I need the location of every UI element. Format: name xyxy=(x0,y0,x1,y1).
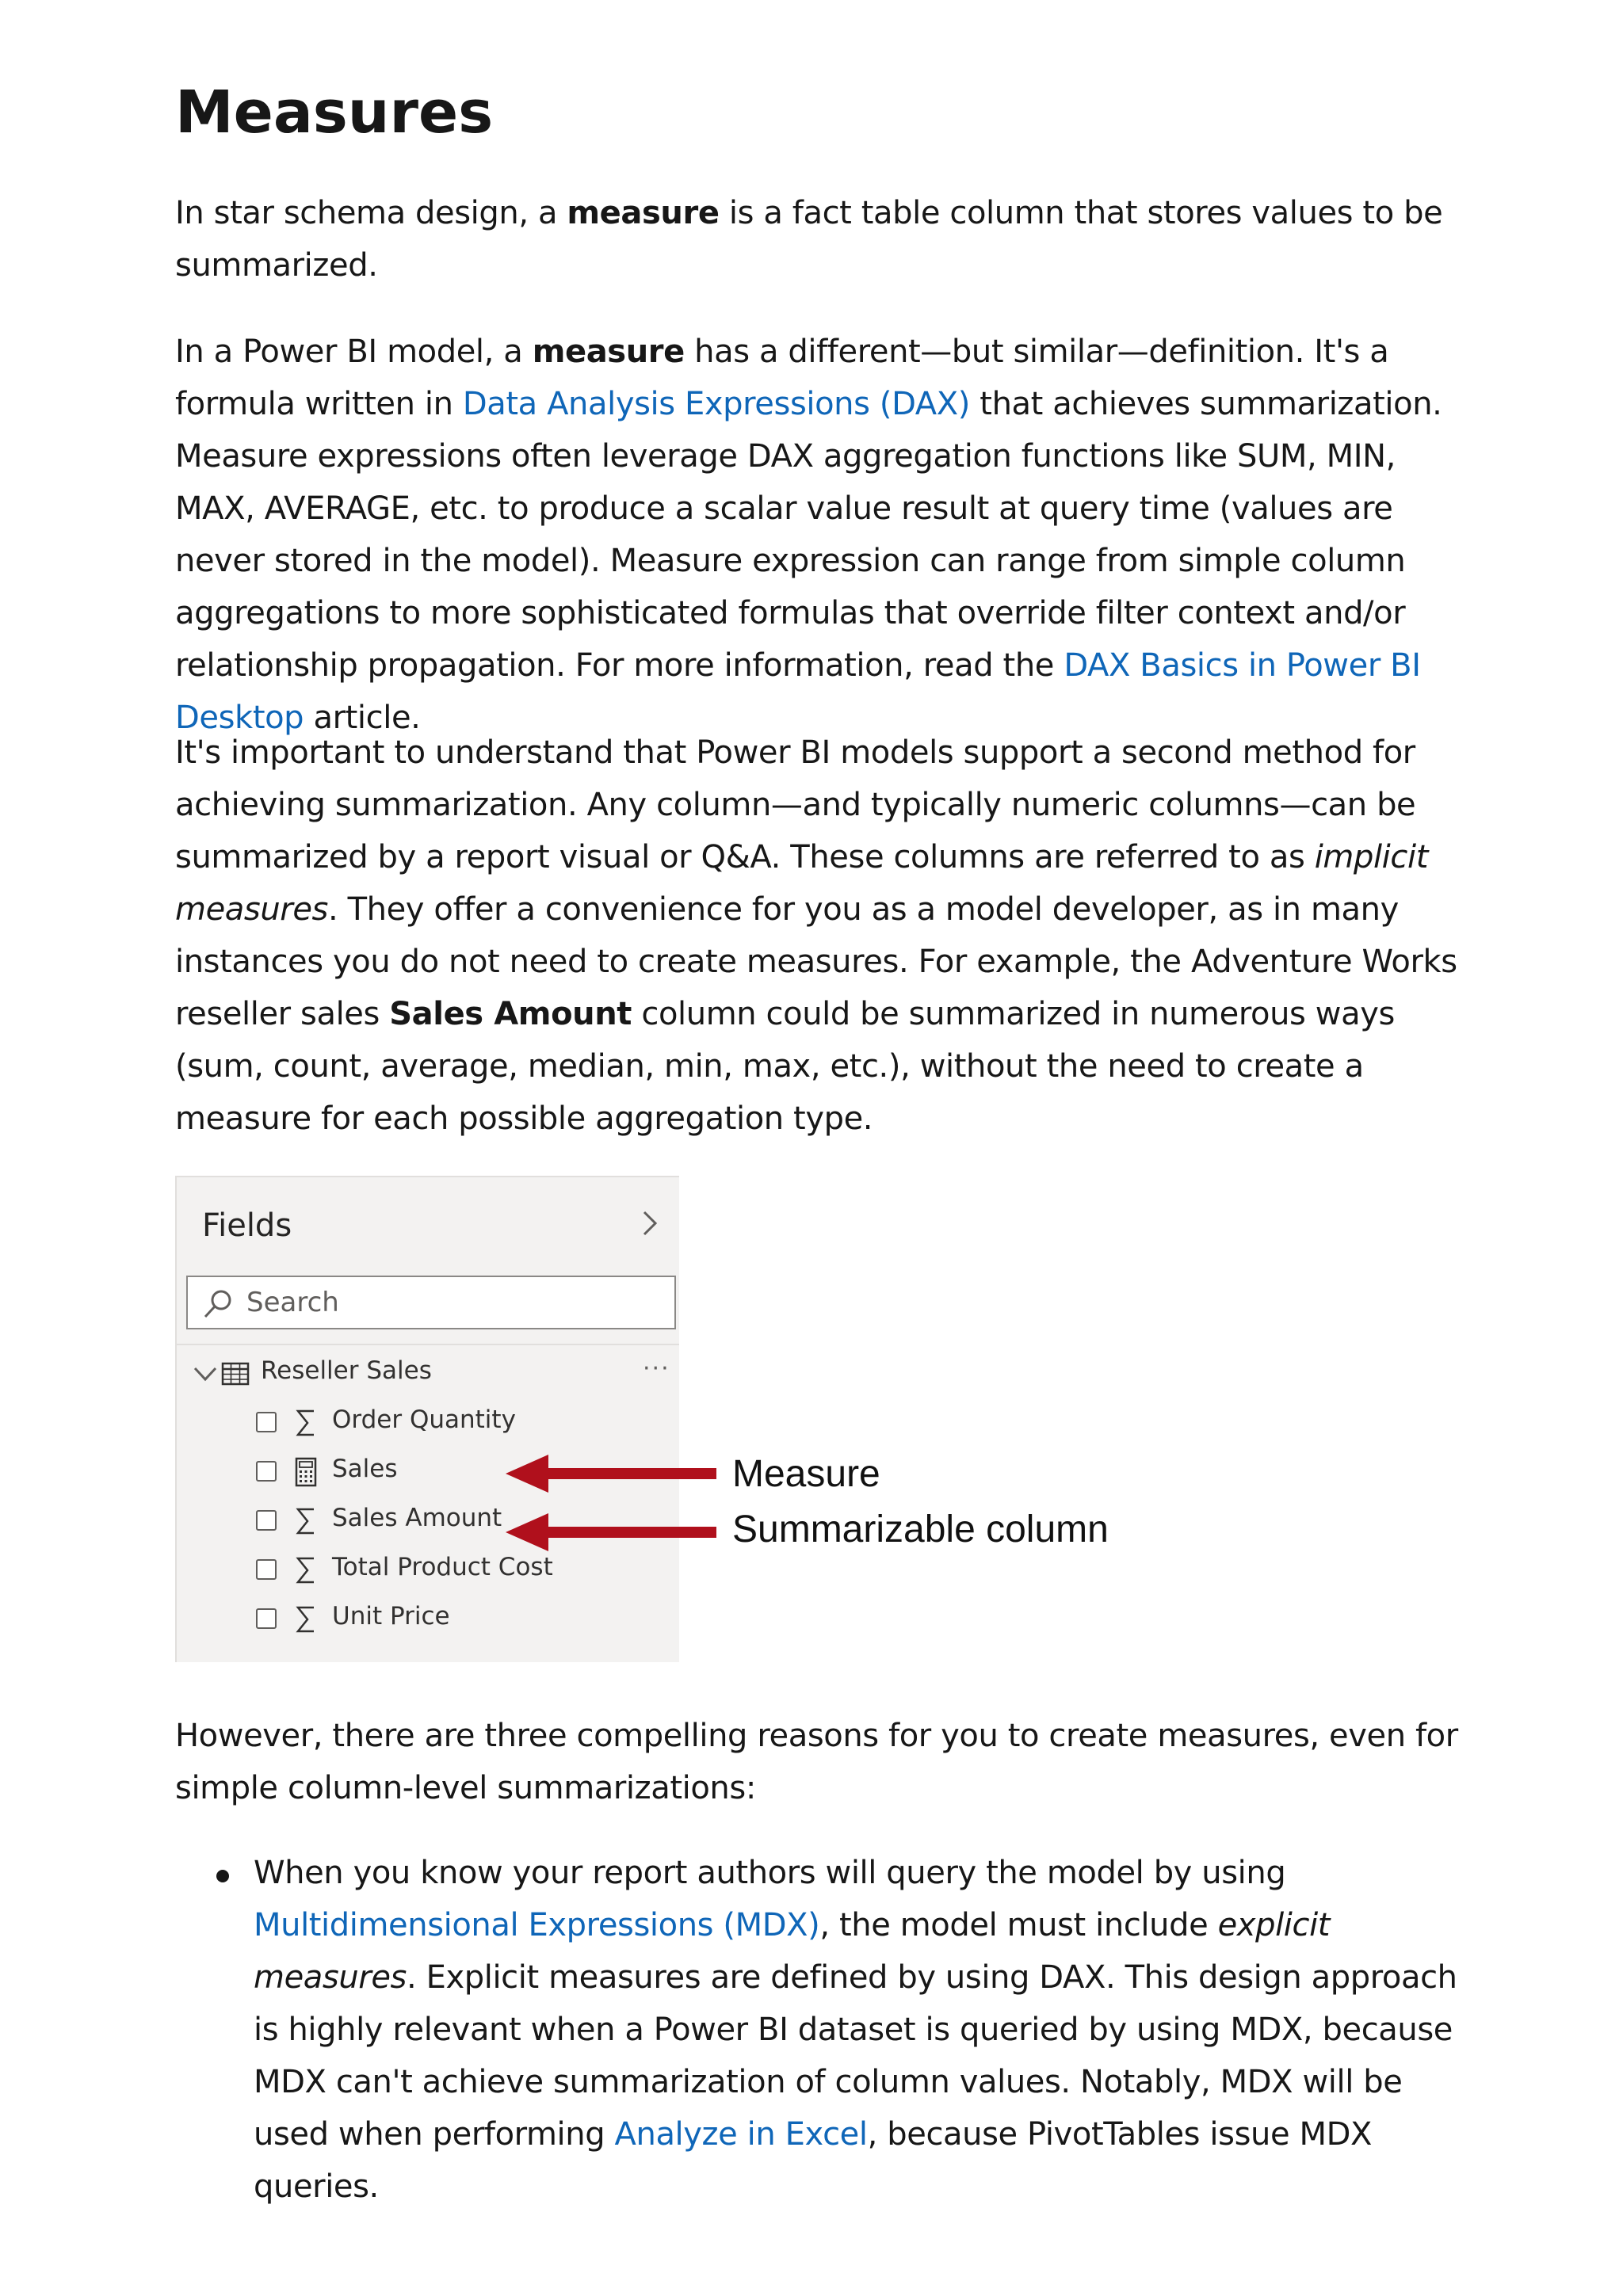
fields-pane-title: Fields xyxy=(202,1207,292,1244)
table-icon xyxy=(221,1361,250,1386)
sigma-icon xyxy=(294,1604,318,1635)
text-segment: However, there are three compelling reasons for you to create measures, even for simple column-level summarizations: xyxy=(175,1718,1458,1806)
text-segment: , the model must include xyxy=(819,1907,1218,1943)
dax-link[interactable]: Data Analysis Expressions (DAX) xyxy=(462,386,970,422)
table-row-reseller-sales[interactable] xyxy=(177,1355,679,1394)
fields-pane-screenshot xyxy=(175,1176,679,1662)
text-segment: , because PivotTables issue MDX queries. xyxy=(254,2116,1373,2205)
divider xyxy=(177,1344,679,1345)
sigma-icon xyxy=(294,1407,318,1439)
field-checkbox[interactable] xyxy=(256,1608,277,1629)
text-segment: has a different—but similar—definition. It's a formula written in xyxy=(175,334,1389,422)
paragraph-power-bi-measure xyxy=(175,326,1467,744)
paragraph-three-reasons xyxy=(175,1710,1467,1814)
text-segment: article. xyxy=(304,700,421,736)
field-row-sales[interactable] xyxy=(177,1453,679,1493)
sigma-icon xyxy=(294,1554,318,1586)
field-name: Total Product Cost xyxy=(332,1553,553,1581)
field-checkbox[interactable] xyxy=(256,1559,277,1580)
field-row-unit-price[interactable] xyxy=(177,1600,679,1640)
dax-basics-link[interactable]: DAX Basics in Power BI Desktop xyxy=(175,647,1421,736)
field-row-sales-amount[interactable] xyxy=(177,1502,679,1542)
annotation-label-measure: Measure xyxy=(732,1453,880,1495)
bold-term: Sales Amount xyxy=(389,996,632,1032)
bold-term: measure xyxy=(532,334,685,370)
analyze-in-excel-link[interactable]: Analyze in Excel xyxy=(614,2116,868,2153)
search-input[interactable] xyxy=(186,1276,676,1329)
field-name: Unit Price xyxy=(332,1602,450,1630)
field-row-total-product-cost[interactable] xyxy=(177,1551,679,1591)
field-checkbox[interactable] xyxy=(256,1461,277,1482)
chevron-down-icon[interactable] xyxy=(193,1364,218,1383)
list-item xyxy=(254,1847,1474,2213)
table-name: Reseller Sales xyxy=(261,1356,432,1385)
field-name: Sales Amount xyxy=(332,1504,502,1532)
field-checkbox[interactable] xyxy=(256,1510,277,1531)
text-segment: that achieves summarization. Measure expressions often leverage DAX aggregation functions like SUM, MIN, MAX, AVERAGE, etc. to produce a scalar value result at query time (values are never stored in the model). Measure expression can range from simple column aggregations to more sophisticated formulas that override filter context and/or relationship propagation. For more information, read the xyxy=(175,386,1442,684)
bullet-marker xyxy=(216,1870,229,1882)
field-name: Sales xyxy=(332,1455,398,1483)
text-segment: In star schema design, a xyxy=(175,195,567,231)
field-name: Order Quantity xyxy=(332,1405,516,1434)
sigma-icon xyxy=(294,1505,318,1537)
italic-term: implicit measures xyxy=(175,839,1428,928)
field-checkbox[interactable] xyxy=(256,1412,277,1432)
text-segment: is a fact table column that stores values to be summarized. xyxy=(175,195,1443,284)
chevron-right-icon[interactable] xyxy=(638,1206,662,1241)
more-options-icon[interactable]: ··· xyxy=(643,1355,670,1383)
text-segment: column could be summarized in numerous ways (sum, count, average, median, min, max, etc.), without the need to create a measure for each possible aggregation type. xyxy=(175,996,1395,1137)
bold-term: measure xyxy=(567,195,720,231)
mdx-link[interactable]: Multidimensional Expressions (MDX) xyxy=(254,1907,820,1943)
search-icon xyxy=(202,1288,234,1320)
text-segment: . They offer a convenience for you as a model developer, as in many instances you do not need to create measures. For example, the Adventure Works reseller sales xyxy=(175,891,1457,1032)
calculator-icon xyxy=(294,1456,318,1488)
italic-term: explicit measures xyxy=(254,1907,1331,1996)
page-title: Measures xyxy=(175,78,494,147)
text-segment: In a Power BI model, a xyxy=(175,334,533,370)
text-segment: . Explicit measures are defined by using DAX. This design approach is highly relevant when a Power BI dataset is queried by using MDX, because MDX can't achieve summarization of column values. Notably, MDX will be used when performing xyxy=(254,1959,1457,2153)
field-row-order-quantity[interactable] xyxy=(177,1404,679,1444)
paragraph-implicit-measures xyxy=(175,727,1467,1145)
search-placeholder: Search xyxy=(246,1287,339,1318)
annotation-label-summarizable: Summarizable column xyxy=(732,1508,1109,1550)
text-segment: It's important to understand that Power BI models support a second method for achieving summarization. Any column—and typically numeric columns—can be summarized by a report visual or Q&A. These columns are referred to as xyxy=(175,734,1416,875)
text-segment: When you know your report authors will query the model by using xyxy=(254,1855,1286,1891)
paragraph-star-schema xyxy=(175,187,1467,292)
